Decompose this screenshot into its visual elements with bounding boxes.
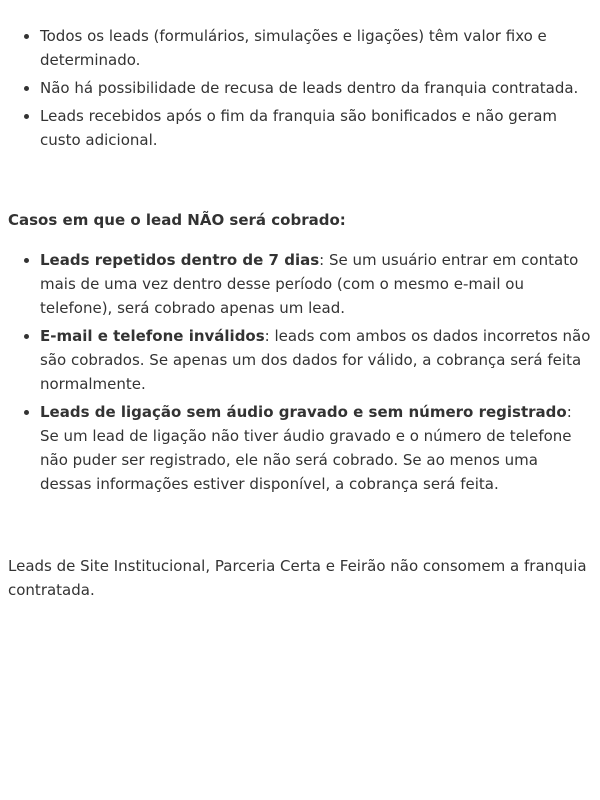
list-item bbox=[40, 248, 592, 320]
exception-term: Leads repetidos dentro de 7 dias bbox=[40, 251, 320, 269]
footer-note: Leads de Site Institucional, Parceria Certa e Feirão não consomem a franquia contratada. bbox=[8, 557, 587, 599]
exception-text: : leads com ambos os dados incorretos não são cobrados. Se apenas um dos dados for válido, a cobrança será feita normalmente. bbox=[40, 327, 591, 393]
exception-text: : Se um usuário entrar em contato mais de uma vez dentro desse período (com o mesmo e-mail ou telefone), será cobrado apenas um lead. bbox=[40, 251, 579, 317]
intro-list bbox=[8, 24, 592, 152]
exception-text: : Se um lead de ligação não tiver áudio gravado e o número de telefone não puder ser registrado, ele não será cobrado. Se ao menos uma dessas informações estiver disponível, a cobrança será feita. bbox=[40, 403, 572, 493]
list-item bbox=[40, 400, 592, 496]
list-item: • Leads recebidos após o fim da franquia são bonificados e não geram custo adicional. bbox=[40, 104, 592, 152]
list-item: • Não há possibilidade de recusa de leads dentro da franquia contratada. bbox=[40, 76, 592, 100]
exceptions-heading: Casos em que o lead NÃO será cobrado: bbox=[8, 211, 346, 229]
list-item: • Todos os leads (formulários, simulações e ligações) têm valor fixo e determinado. bbox=[40, 24, 592, 72]
list-item bbox=[40, 324, 592, 396]
exception-term: E-mail e telefone inválidos bbox=[40, 327, 265, 345]
exceptions-list bbox=[8, 248, 592, 496]
exception-term: Leads de ligação sem áudio gravado e sem número registrado bbox=[40, 403, 567, 421]
